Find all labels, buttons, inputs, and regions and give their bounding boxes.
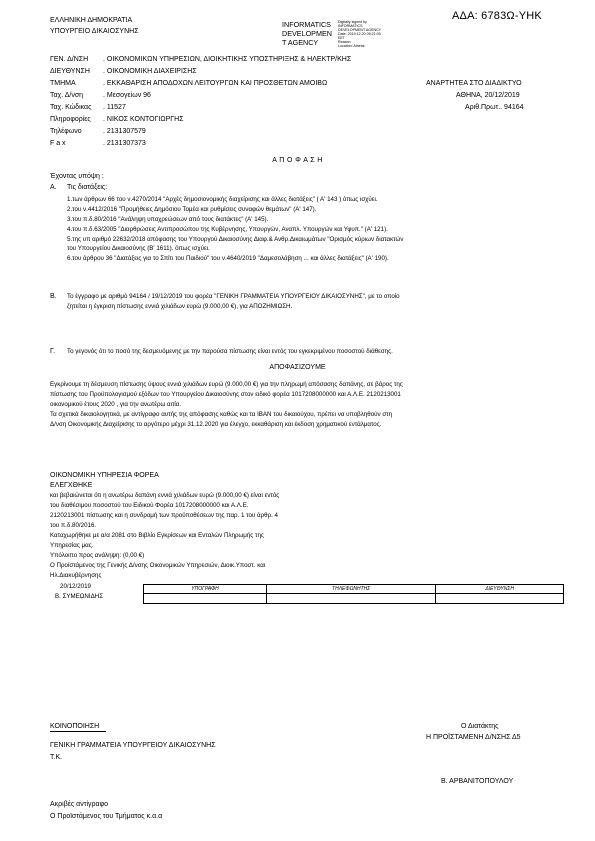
ada-code: ΑΔΑ: 6783Ω-ΥΗΚ (452, 10, 542, 22)
service-line-9: Ηλ.Διακυβέρνησης (50, 572, 102, 579)
meta-label-gen-dnsi: ΓΕΝ. Δ/ΝΣΗ (50, 56, 89, 63)
signature-line: Date: 2019.12.20 09:21:05 (338, 32, 381, 36)
sig-table-cell (144, 594, 267, 604)
notification-underline (50, 731, 106, 732)
meta-value-postcode: . 11527 (103, 104, 126, 111)
meta-value-fax: . 2131307373 (103, 140, 146, 147)
sig-table-cell (267, 594, 436, 604)
section-a-item-5: 5.της υπ αριθμό 22632/2018 απόφασης του Υπουργού Δικαιοσύνης Διαφ.& Ανθρ.Δικαιωμάτων "Ορισμός κύριων διατακτών (67, 236, 404, 243)
signatory-role: Ο Διατάκτης (461, 723, 499, 730)
sig-table-header-address: ΔΙΕΥΘΥΝΣΗ (436, 585, 564, 594)
meta-value-info: . ΝΙΚΟΣ ΚΟΝΤΟΓΙΩΡΓΗΣ (103, 116, 184, 123)
sig-table-header-phone: ΤΗΛΕΦΩΝΗΤΗΣ (267, 585, 436, 594)
meta-label-info: Πληροφορίες (50, 116, 91, 123)
section-a-item-5-cont: του Υπουργείου Δικαιοσύνης (Β' 1611). όπως ισχύει. (67, 245, 210, 252)
sig-table-header-signature: ΥΠΟΓΡΑΦΗ (144, 585, 267, 594)
service-line-1: και βεβαιώνεται ότι η ανωτέρω δαπάνη εννιά χιλιάδων ευρώ (9.000,00 €) είναι εντός (50, 492, 280, 499)
service-line-7: Υπόλοιπο προς ανάληψη: (0,00 €) (50, 552, 145, 559)
service-line-2: του διαθέσιμου ποσοστού του Ειδικού Φορέα 1017208000000 και Α.Λ.Ε. (50, 502, 249, 509)
service-title: ΟΙΚΟΝΟΜΙΚΗ ΥΠΗΡΕΣΙΑ ΦΟΡΕΑ (50, 472, 159, 479)
signature-line: INFORMATICS (338, 24, 363, 28)
section-b-marker: Β. (50, 293, 57, 300)
section-a-item-4: 4.του π.δ.63/2005 "Διαρθρώσεις Αντιπροσώπου της Κυβέρνησης, Υπουργών, Αναπλ. Υπουργών και Υφυπ." (Α' 121). (67, 226, 388, 233)
section-a-item-2: 2.του ν.4412/2016 "Προμήθειες Δημόσιου Τομέα και ρυθμίσεις συναφών θεμάτων" (Α' 147). (67, 206, 317, 213)
sig-table-cell (436, 594, 564, 604)
section-b-line-1: Το έγγραφο με αριθμό 94164 / 19/12/2019 του φορέα "ΓΕΝΙΚΗ ΓΡΑΜΜΑΤΕΙΑ ΥΠΟΥΡΓΕΙΟΥ ΔΙΚΑΙΟΣΥΝΗΣ", με το οποίο (67, 293, 400, 300)
service-checked: ΕΛΕΓΧΘΗΚΕ (50, 482, 93, 489)
service-sign-date: 20/12/2019 (60, 583, 91, 590)
signatory-title: Η ΠΡΟΪΣΤΑΜΕΝΗ Δ/ΝΣΗΣ Δ5 (426, 734, 521, 741)
department-head: Ο Προϊστάμενος του Τμήματος κ.α.α (50, 813, 163, 820)
section-g-marker: Γ. (50, 348, 56, 355)
agency-line-1: INFORMATICS (282, 20, 331, 29)
section-a-title: Τις διατάξεις: (67, 184, 108, 191)
signature-line: Location: Athens (338, 44, 365, 48)
meta-label-fax: F a x (50, 140, 66, 147)
meta-value-gen-dnsi: . ΟΙΚΟΝΟΜΙΚΩΝ ΥΠΗΡΕΣΙΩΝ, ΔΙΟΙΚΗΤΙΚΗΣ ΥΠΟΣΤΗΡΙΞΗΣ & ΗΛΕΚΤΡ/ΚΗΣ (103, 56, 352, 63)
signature-line: Digitally signed by (338, 20, 367, 24)
meta-value-directorate: . ΟΙΚΟΝΟΜΙΚΗ ΔΙΑΧΕΙΡΙΣΗΣ (103, 68, 197, 75)
service-signer: Β. ΣΥΜΕΩΝΙΔΗΣ (55, 593, 104, 600)
meta-label-phone: Τηλέφωνο (50, 128, 82, 135)
protocol-number: Αριθ.Πρωτ.. 94164 (465, 104, 524, 111)
ministry-label: ΥΠΟΥΡΓΕΙΟ ΔΙΚΑΙΟΣΥΝΗΣ (50, 28, 139, 35)
section-g-text: Το γεγονός ότι το ποσό της δεσμευόμενης με την παρούσα πίστωσης είναι εντός του εγκεκριμένου ποσοστού διάθεσης. (67, 348, 393, 355)
signature-line: EET (338, 36, 345, 40)
having-in-mind: Έχοντας υπόψη : (50, 173, 104, 180)
section-b-line-2: ζητείται η έγκριση πίστωσης εννιά χιλιάδων ευρώ (9.000,00 €), για ΑΠΟΖΗΜΙΩΣΗ. (67, 303, 293, 310)
decision-line-1: Εγκρίνουμε τη δέσμευση πίστωσης ύψους εννιά χιλιάδων ευρώ (9.000,00 €) για την πληρωμή απόσασης δαπάνης, σε βάρος της (50, 381, 403, 388)
posted-online-label: ΑΝΑΡΤΗΤΕΑ ΣΤΟ ΔΙΑΔΙΚΤΥΟ (426, 80, 522, 87)
meta-value-address: . Μεσογείων 96 (103, 92, 151, 99)
meta-value-department: . ΕΚΚΑΘΑΡΙΣΗ ΑΠΟΔΟΧΩΝ ΛΕΙΤΟΥΡΓΩΝ ΚΑΙ ΠΡΟΣΘΕΤΩΝ ΑΜΟΙΒΩ (103, 80, 328, 87)
section-a-item-1: 1.των άρθρων 66 του ν.4270/2014 "Αρχές δημοσιονομικής διαχείρισης και άλλες διατάξεις" ( Α' 143 ) όπως ισχύει. (67, 196, 378, 203)
meta-label-postcode: Ταχ. Κώδικας (50, 104, 92, 111)
signatory-name: Β. ΑΡΒΑΝΙΤΟΠΟΥΛΟΥ (441, 778, 514, 785)
document-date: ΑΘΗΝΑ, 20/12/2019 (456, 92, 520, 99)
service-line-5: Καταχωρήθηκε με α/α 2081 στο Βιβλίο Εγκρίσεων και Ενταλών Πληρωμής της (50, 532, 264, 539)
meta-label-department: ΤΜΗΜΑ (50, 80, 76, 87)
certified-copy: Ακριβές αντίγραφο (50, 801, 108, 808)
section-a-item-3: 3.του π.δ.80/2016 "Ανάληψη υποχρεώσεων από τους διατάκτες" (Α' 145). (67, 216, 269, 223)
meta-label-directorate: ΔΙΕΥΘΥΝΣΗ (50, 68, 90, 75)
service-line-8: Ο Προϊστάμενος της Γενικής Δ/νσης Οικονομικών Υπηρεσιών, Διοικ.Υποστ. και (50, 562, 266, 569)
service-line-6: Υπηρεσίας μας. (50, 542, 94, 549)
decision-line-2: πίστωσης του Προϋπολογισμού εξόδων του Υπουργείου Δικαιοσύνης στον ειδικό φορέα 1017208000000 και Α.Λ.Ε. 2120213001 (50, 391, 401, 398)
we-decide-title: ΑΠΟΦΑΣΙΖΟΥΜΕ (269, 364, 326, 371)
decision-title: Α Π Ο Φ Α Σ Η (272, 157, 323, 164)
notification-tk: Τ.Κ. (50, 754, 63, 761)
meta-value-phone: . 2131307579 (103, 128, 146, 135)
notification-recipient: ΓΕΝΙΚΗ ΓΡΑΜΜΑΤΕΙΑ ΥΠΟΥΡΓΕΙΟΥ ΔΙΚΑΙΟΣΥΝΗΣ (50, 742, 216, 749)
republic-label: ΕΛΛΗΝΙΚΗ ΔΗΜΟΚΡΑΤΙΑ (50, 17, 133, 24)
signature-line: Reason: (338, 40, 352, 44)
agency-line-3: T AGENCY (282, 38, 319, 47)
service-line-4: του π.δ.80/2016. (50, 522, 97, 529)
signature-line: DEVELOPMENT AGENCY (338, 28, 382, 32)
decision-line-4: Τα σχετικά δικαιολογητικά, με αντίγραφο αυτής της απόφασης καθώς και τα IBAN του δικαιούχου, πρέπει να υποβληθούν στη (50, 411, 393, 418)
decision-line-5: Δ/νση Οικονομικής Διαχείρισης το αργότερο μέχρι 31.12.2020 για έλεγχο, εκκαθάριση και έκδοση χρηματικού εντάλματος. (50, 421, 382, 428)
section-a-marker: Α. (50, 184, 57, 191)
agency-line-2: DEVELOPMEN (282, 29, 332, 38)
digital-signature-details (338, 20, 381, 48)
notification-title: ΚΟΙΝΟΠΟΙΗΣΗ (50, 723, 100, 730)
meta-label-address: Ταχ. Δ/νση (50, 92, 84, 99)
signature-table (143, 584, 564, 604)
section-a-item-6: 6.του άρθρου 36 "Διατάξεις για το Σπίτι του Παιδιού" του ν.4640/2019 "Δαμεσολάβηση ... και άλλες διατάξεις" (Α' 190). (67, 255, 389, 262)
service-line-3: 2120213001 πίστωσης και η συνδρομή των προϋποθέσεων της παρ. 1 του άρθρ. 4 (50, 512, 278, 519)
decision-line-3: οικονομικού έτους 2020 , για την ανωτέρω αιτία. (50, 401, 182, 408)
